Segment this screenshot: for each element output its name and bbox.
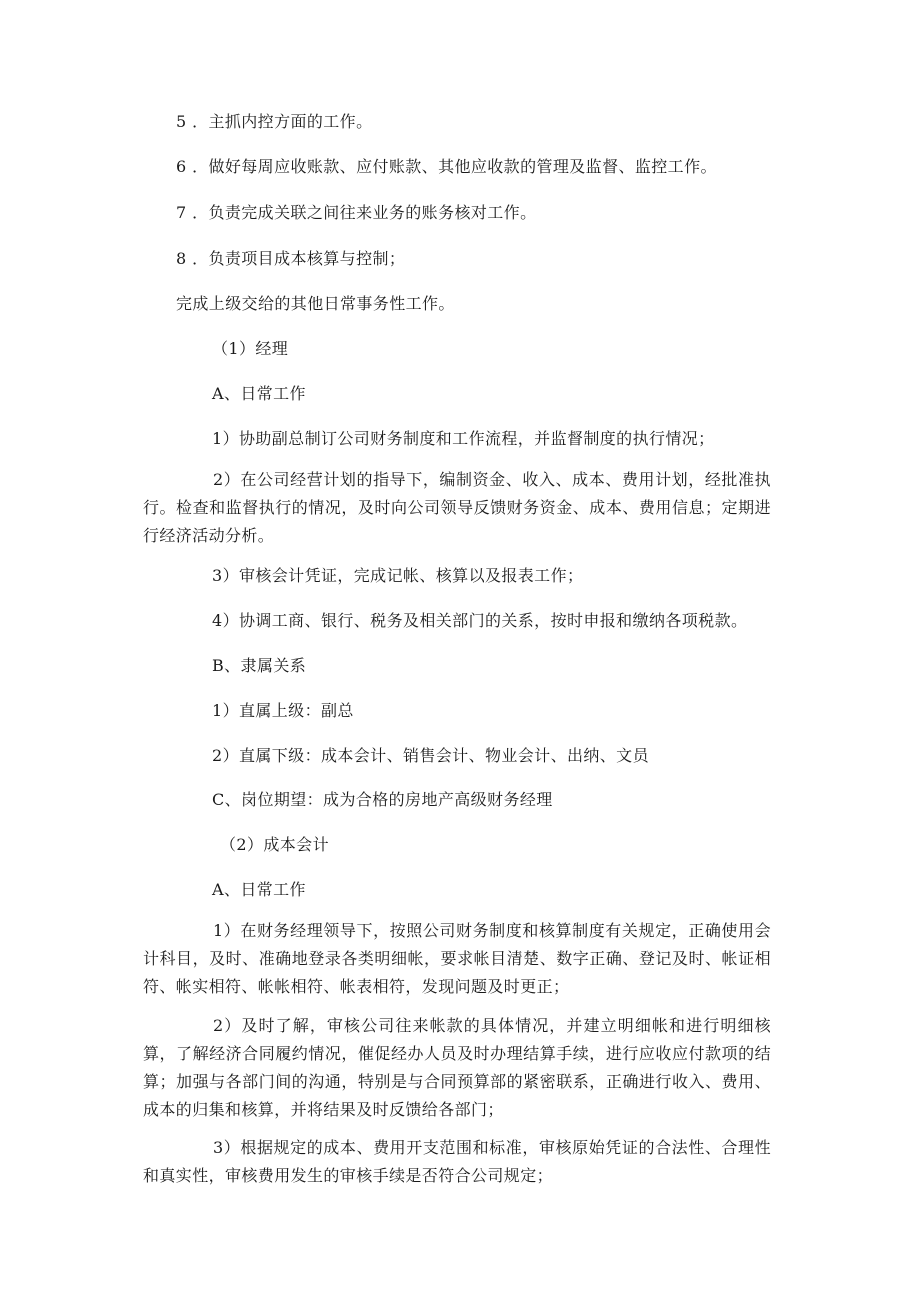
section-heading-manager: （1）经理 [212, 339, 289, 358]
manager-duty-1: 1）协助副总制订公司财务制度和工作流程，并监督制度的执行情况； [212, 429, 715, 448]
manager-relation-heading: B、隶属关系 [212, 656, 307, 675]
cost-duty-2: 2）及时了解，审核公司往来帐款的具体情况，并建立明细帐和进行明细核算，了解经济合同履约情况，催促经办人员及时办理结算手续，进行应收应付款项的结算；加强与各部门间的沟通，特别是与合同预算部的紧密联系，正确进行收入、费用、成本的归集和核算，并将结果及时反馈给各部门； [143, 1016, 771, 1119]
list-item-5: 5 ．主抓内控方面的工作。 [176, 112, 373, 131]
section-heading-cost-accountant: （2）成本会计 [220, 835, 329, 854]
manager-duty-4: 4）协调工商、银行、税务及相关部门的关系，按时申报和缴纳各项税款。 [212, 611, 748, 630]
list-item-8: 8 ．负责项目成本核算与控制； [176, 249, 406, 268]
complete-other-work: 完成上级交给的其他日常事务性工作。 [176, 294, 455, 313]
list-item-6: 6 ．做好每周应收账款、应付账款、其他应收款的管理及监督、监控工作。 [176, 157, 717, 176]
cost-duty-3: 3）根据规定的成本、费用开支范围和标准，审核原始凭证的合法性、合理性和真实性，审核费用发生的审核手续是否符合公司规定； [143, 1138, 771, 1185]
cost-duty-1: 1）在财务经理领导下，按照公司财务制度和核算制度有关规定，正确使用会计科目，及时、准确地登录各类明细帐，要求帐目清楚、数字正确、登记及时、帐证相符、帐实相符、帐帐相符、帐表相符，发现问题及时更正； [143, 921, 771, 996]
manager-relation-superior: 1）直属上级：副总 [212, 701, 354, 720]
list-item-7: 7 ．负责完成关联之间往来业务的账务核对工作。 [176, 203, 537, 222]
manager-relation-subordinates: 2）直属下级：成本会计、销售会计、物业会计、出纳、文员 [212, 746, 649, 765]
cost-daily-heading: A、日常工作 [212, 880, 306, 899]
manager-duty-2: 2）在公司经营计划的指导下，编制资金、收入、成本、费用计划，经批准执行。检查和监督执行的情况，及时向公司领导反馈财务资金、成本、费用信息；定期进行经济活动分析。 [143, 470, 771, 545]
manager-expectation: C、岗位期望：成为合格的房地产高级财务经理 [212, 790, 553, 809]
manager-duty-3: 3）审核会计凭证，完成记帐、核算以及报表工作； [212, 566, 584, 585]
manager-daily-heading: A、日常工作 [212, 384, 306, 403]
